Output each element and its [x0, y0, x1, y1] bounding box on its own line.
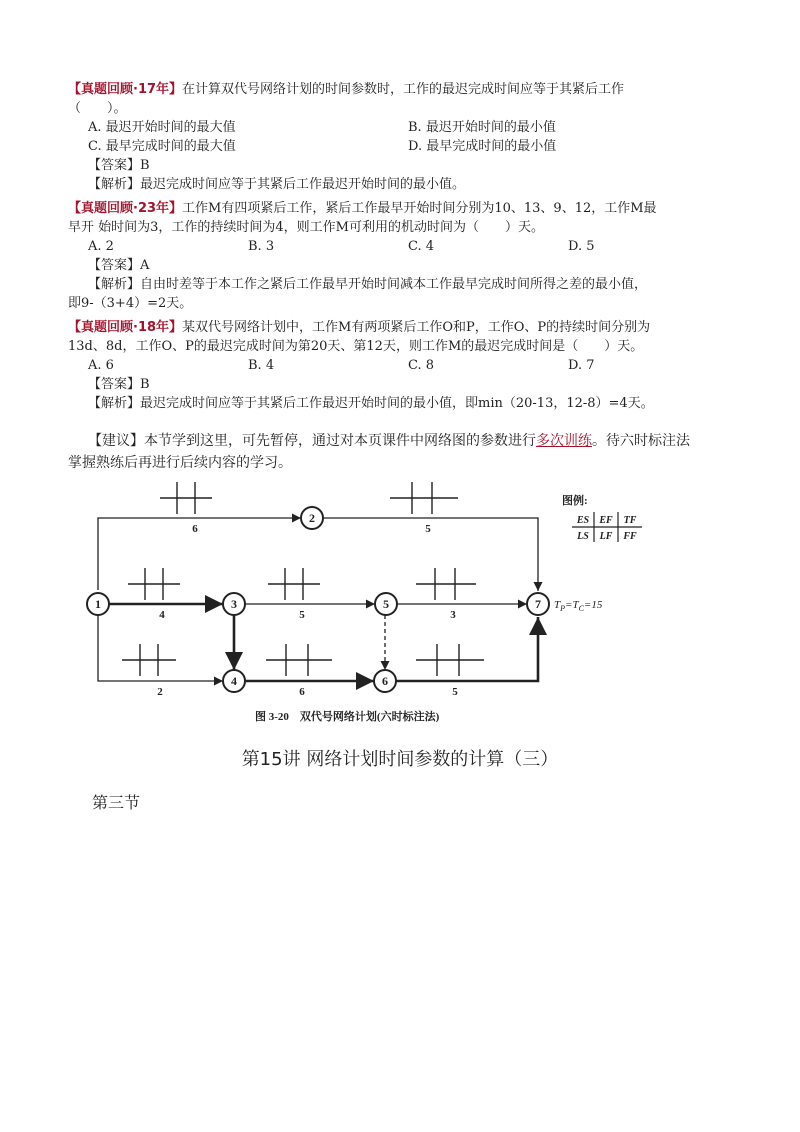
duration-1-3: 4	[159, 609, 165, 621]
duration-4-6: 6	[299, 686, 305, 698]
options-row	[68, 356, 728, 375]
option-c: C. 8	[408, 358, 435, 373]
arrow-1-4	[98, 615, 223, 681]
question-stem: 在计算双代号网络计划的时间参数时，工作的最迟完成时间应等于其紧后工作	[182, 82, 625, 97]
param-cross	[416, 644, 484, 676]
analysis: 【解析】最迟完成时间应等于其紧后工作最迟开始时间的最小值。	[88, 177, 466, 192]
options-row	[68, 237, 728, 256]
legend-lf: LF	[599, 531, 613, 542]
option-b: B. 最迟开始时间的最小值	[408, 120, 556, 135]
param-cross	[416, 568, 476, 600]
legend	[562, 493, 642, 542]
legend-ff: FF	[623, 531, 637, 542]
option-c: C. 最早完成时间的最大值	[88, 139, 236, 154]
node-1	[87, 593, 109, 615]
practice-link[interactable]: 多次训练	[536, 433, 592, 449]
planned-duration-label: $T_P=T_C=15$	[554, 599, 603, 613]
answer: 【答案】B	[88, 377, 150, 392]
figure-caption: 图 3-20 双代号网络计划(六时标注法)	[255, 711, 440, 723]
legend-tf: TF	[623, 515, 637, 526]
analysis: 【解析】最迟完成时间应等于其紧后工作最迟开始时间的最小值，即min（20-13，12-8）=4天。	[88, 396, 654, 411]
node-6	[374, 670, 396, 692]
question-2	[68, 199, 728, 313]
question-tag: 【真题回顾·17年】	[68, 82, 183, 97]
param-cross	[266, 644, 332, 676]
param-cross	[268, 568, 320, 600]
param-cross	[390, 482, 458, 514]
arrow-6-7	[396, 617, 538, 681]
options-row	[68, 137, 728, 156]
options-row	[68, 118, 728, 137]
option-b: B. 4	[248, 358, 275, 373]
arrow-1-2	[98, 518, 301, 590]
svg-text:4: 4	[231, 674, 237, 688]
analysis-cont: 即9-（3+4）=2天。	[68, 296, 193, 311]
node-4	[223, 670, 245, 692]
param-cross	[160, 482, 212, 514]
option-a: A. 最迟开始时间的最大值	[88, 120, 236, 135]
svg-text:3: 3	[231, 597, 237, 611]
node-3	[223, 593, 245, 615]
question-stem: 工作M有四项紧后工作，紧后工作最早开始时间分别为10、13、9、12，工作M最	[182, 201, 657, 216]
svg-text:2: 2	[309, 511, 315, 525]
duration-1-2: 6	[192, 523, 198, 535]
option-d: D. 最早完成时间的最小值	[408, 139, 557, 154]
question-stem-cont: （ ）。	[68, 101, 127, 116]
analysis: 【解析】自由时差等于本工作之紧后工作最早开始时间减本工作最早完成时间所得之差的最小值，	[88, 277, 648, 292]
svg-text:6: 6	[382, 674, 388, 688]
answer: 【答案】A	[88, 258, 150, 273]
svg-text:7: 7	[535, 597, 541, 611]
question-3	[68, 318, 728, 413]
option-c: C. 4	[408, 239, 435, 254]
svg-text:1: 1	[95, 597, 101, 611]
question-tag: 【真题回顾·18年】	[68, 320, 183, 335]
tip-prefix: 【建议】本节学到这里，可先暂停，通过对本页课件中网络图的参数进行	[88, 433, 536, 449]
option-a: A. 2	[88, 239, 114, 254]
node-2	[301, 507, 323, 529]
option-b: B. 3	[248, 239, 275, 254]
tip-suffix: 。待六时标注法	[592, 433, 690, 449]
duration-5-7: 3	[450, 609, 456, 621]
question-stem-cont: 早开 始时间为3，工作的持续时间为4，则工作M可利用的机动时间为（ ）天。	[68, 220, 544, 235]
network-diagram	[80, 478, 660, 728]
node-5	[375, 593, 397, 615]
duration-3-5: 5	[299, 609, 305, 621]
duration-6-7: 5	[452, 686, 458, 698]
node-7	[527, 593, 549, 615]
svg-text:5: 5	[383, 597, 389, 611]
option-a: A. 6	[88, 358, 114, 373]
question-stem: 某双代号网络计划中，工作M有两项紧后工作O和P，工作O、P的持续时间分别为	[182, 320, 651, 335]
answer: 【答案】B	[88, 158, 150, 173]
tip-line2: 掌握熟练后再进行后续内容的学习。	[68, 455, 292, 471]
option-d: D. 7	[568, 358, 595, 373]
legend-es: ES	[576, 515, 590, 526]
option-d: D. 5	[568, 239, 595, 254]
legend-ls: LS	[577, 531, 589, 542]
legend-title: 图例:	[562, 495, 588, 507]
section-title: 第三节	[92, 793, 141, 812]
question-1	[68, 80, 728, 194]
duration-1-4: 2	[157, 686, 163, 698]
param-cross	[122, 644, 176, 676]
param-cross	[128, 568, 180, 600]
lecture-title: 第15讲 网络计划时间参数的计算（三）	[241, 749, 559, 770]
study-tip	[68, 430, 728, 474]
question-stem-cont: 13d、8d，工作O、P的最迟完成时间为第20天、第12天，则工作M的最迟完成时间是（ ）天。	[68, 339, 644, 354]
legend-ef: EF	[599, 515, 613, 526]
question-tag: 【真题回顾·23年】	[68, 201, 183, 216]
duration-2-7: 5	[425, 523, 431, 535]
